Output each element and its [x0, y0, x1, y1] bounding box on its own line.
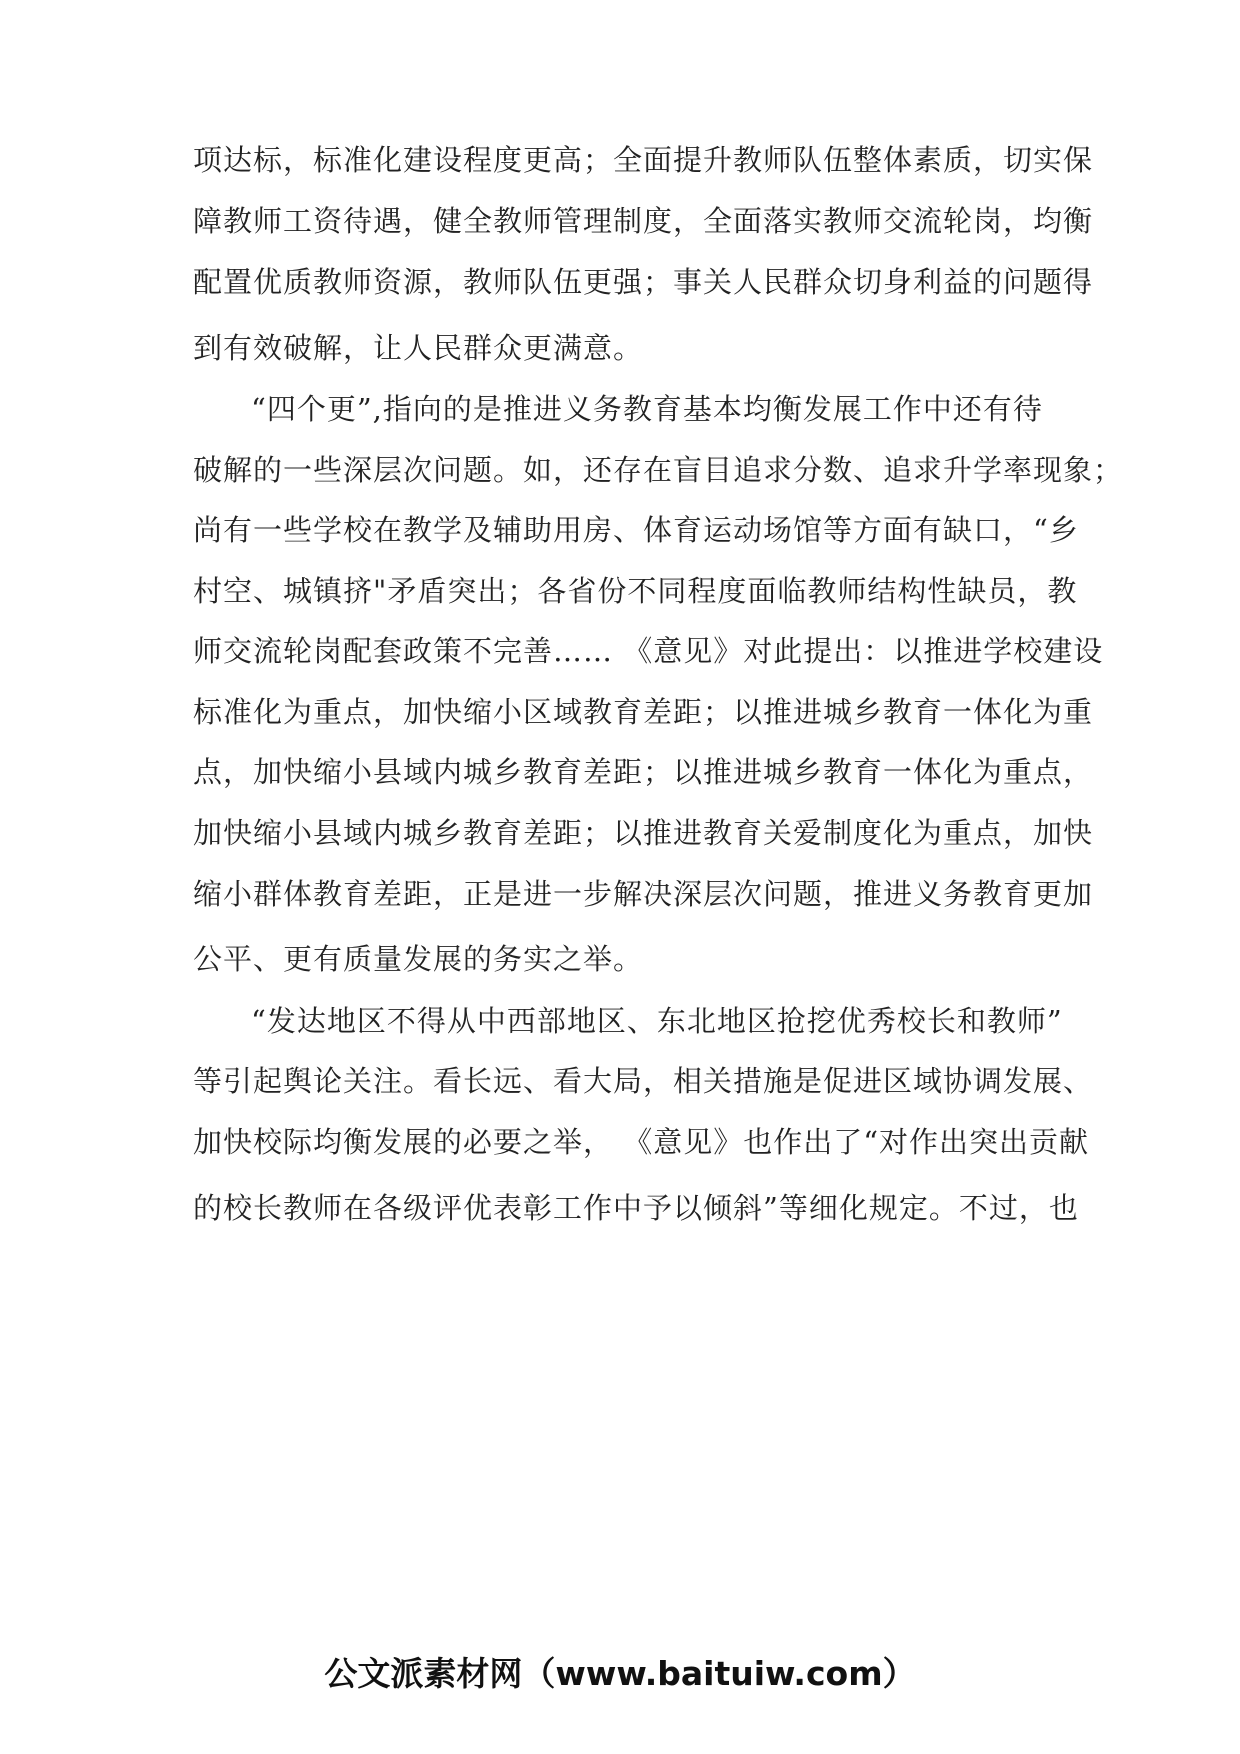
body-text-line: 点，加快缩小县域内城乡教育差距；以推进城乡教育一体化为重点，: [193, 755, 1094, 789]
body-text-line: 等引起舆论关注。看长远、看大局，相关措施是促进区域协调发展、: [193, 1064, 1094, 1098]
body-text-line: 加快校际均衡发展的必要之举， 《意见》也作出了“对作出突出贡献: [193, 1125, 1090, 1159]
paragraph-start-line: “发达地区不得从中西部地区、东北地区抢挖优秀校长和教师”: [251, 1004, 1063, 1038]
body-text-line: 缩小群体教育差距，正是进一步解决深层次问题，推进义务教育更加: [193, 877, 1094, 911]
body-text-line: 项达标，标准化建设程度更高；全面提升教师队伍整体素质，切实保: [193, 143, 1094, 177]
site-footer-watermark: 公文派素材网（www.baituiw.com）: [324, 1654, 916, 1693]
body-text-line: 到有效破解，让人民群众更满意。: [193, 331, 644, 365]
body-text-line: 加快缩小县域内城乡教育差距；以推进教育关爱制度化为重点，加快: [193, 816, 1094, 850]
body-text-line: 村空、城镇挤"矛盾突出；各省份不同程度面临教师结构性缺员，教: [193, 574, 1078, 608]
body-text-line: 配置优质教师资源，教师队伍更强；事关人民群众切身利益的问题得: [193, 265, 1094, 299]
body-text-line: 师交流轮岗配套政策不完善…… 《意见》对此提出：以推进学校建设: [193, 634, 1104, 668]
body-text-line: 标准化为重点，加快缩小区域教育差距；以推进城乡教育一体化为重: [193, 695, 1094, 729]
body-text-line: 尚有一些学校在教学及辅助用房、体育运动场馆等方面有缺口，“乡: [193, 513, 1079, 547]
body-text-line: 公平、更有质量发展的务实之举。: [193, 942, 644, 976]
paragraph-start-line: “四个更”,指向的是推进义务教育基本均衡发展工作中还有待: [251, 392, 1043, 426]
body-text-line: 破解的一些深层次问题。如，还存在盲目追求分数、追求升学率现象；: [193, 453, 1124, 487]
body-text-line: 障教师工资待遇，健全教师管理制度，全面落实教师交流轮岗，均衡: [193, 204, 1094, 238]
body-text-line: 的校长教师在各级评优表彰工作中予以倾斜”等细化规定。不过，也: [193, 1191, 1079, 1225]
